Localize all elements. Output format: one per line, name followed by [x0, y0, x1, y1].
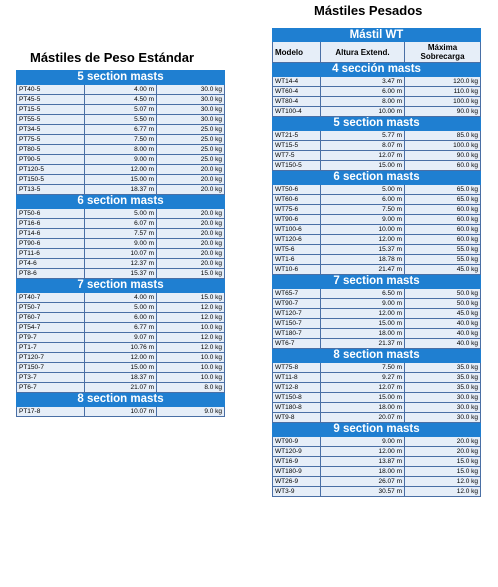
table-row — [273, 393, 481, 403]
payload-cell: 50.0 kg — [405, 289, 481, 299]
height-cell: 18.37 m — [85, 373, 157, 383]
payload-cell: 10.0 kg — [157, 363, 225, 373]
section-header: 9 section masts — [273, 423, 481, 437]
payload-cell: 20.0 kg — [157, 249, 225, 259]
table-row — [17, 125, 225, 135]
table-row — [17, 313, 225, 323]
payload-cell: 9.0 kg — [157, 407, 225, 417]
model-cell: WT50-6 — [273, 185, 321, 195]
table-row — [273, 289, 481, 299]
payload-cell: 40.0 kg — [405, 319, 481, 329]
table-row — [273, 319, 481, 329]
payload-cell: 45.0 kg — [405, 309, 481, 319]
column-header-payload: Máxima Sobrecarga — [405, 42, 481, 63]
height-cell: 10.00 m — [321, 225, 405, 235]
table-row — [17, 333, 225, 343]
height-cell: 9.00 m — [85, 155, 157, 165]
height-cell: 26.07 m — [321, 477, 405, 487]
section-header: 6 section masts — [273, 171, 481, 185]
payload-cell: 35.0 kg — [405, 363, 481, 373]
payload-cell: 100.0 kg — [405, 141, 481, 151]
column-header-model: Modelo — [273, 42, 321, 63]
table-row — [17, 95, 225, 105]
height-cell: 12.07 m — [321, 383, 405, 393]
payload-cell: 60.0 kg — [405, 235, 481, 245]
height-cell: 7.50 m — [321, 205, 405, 215]
model-cell: PT90-6 — [17, 239, 85, 249]
table-row — [273, 339, 481, 349]
model-cell: PT75-5 — [17, 135, 85, 145]
height-cell: 8.00 m — [85, 145, 157, 155]
table-row — [273, 205, 481, 215]
table-row — [273, 185, 481, 195]
table-row — [17, 269, 225, 279]
height-cell: 9.07 m — [85, 333, 157, 343]
model-cell: PT4-6 — [17, 259, 85, 269]
payload-cell: 60.0 kg — [405, 205, 481, 215]
table-row — [17, 155, 225, 165]
model-cell: PT40-7 — [17, 293, 85, 303]
column-header-height: Altura Extend. — [321, 42, 405, 63]
model-cell: PT1-7 — [17, 343, 85, 353]
section-header: 5 section masts — [17, 71, 225, 85]
model-cell: WT11-8 — [273, 373, 321, 383]
table-row — [17, 259, 225, 269]
table-row — [273, 363, 481, 373]
payload-cell: 90.0 kg — [405, 107, 481, 117]
payload-cell: 20.0 kg — [157, 259, 225, 269]
model-cell: PT14-6 — [17, 229, 85, 239]
table-row — [17, 145, 225, 155]
model-cell: PT3-7 — [17, 373, 85, 383]
height-cell: 15.37 m — [321, 245, 405, 255]
table-row — [273, 225, 481, 235]
payload-cell: 30.0 kg — [157, 85, 225, 95]
table-row — [17, 373, 225, 383]
section-header-row — [17, 393, 225, 407]
payload-cell: 12.0 kg — [405, 477, 481, 487]
height-cell: 5.50 m — [85, 115, 157, 125]
payload-cell: 12.0 kg — [157, 343, 225, 353]
model-cell: WT12-8 — [273, 383, 321, 393]
height-cell: 6.50 m — [321, 289, 405, 299]
table-row — [273, 161, 481, 171]
model-cell: WT60-4 — [273, 87, 321, 97]
section-header-row — [273, 63, 481, 77]
table-row — [17, 363, 225, 373]
payload-cell: 50.0 kg — [405, 299, 481, 309]
model-cell: PT120-5 — [17, 165, 85, 175]
table-row — [17, 353, 225, 363]
height-cell: 6.00 m — [85, 313, 157, 323]
payload-cell: 12.0 kg — [157, 333, 225, 343]
payload-cell: 25.0 kg — [157, 155, 225, 165]
payload-cell: 40.0 kg — [405, 339, 481, 349]
table-row — [17, 219, 225, 229]
height-cell: 15.00 m — [321, 393, 405, 403]
height-cell: 4.00 m — [85, 85, 157, 95]
payload-cell: 20.0 kg — [157, 185, 225, 195]
payload-cell: 20.0 kg — [157, 219, 225, 229]
height-cell: 5.00 m — [85, 303, 157, 313]
section-header: 8 section masts — [273, 349, 481, 363]
model-cell: WT150-8 — [273, 393, 321, 403]
payload-cell: 20.0 kg — [157, 175, 225, 185]
height-cell: 7.50 m — [321, 363, 405, 373]
height-cell: 12.00 m — [85, 165, 157, 175]
height-cell: 9.00 m — [321, 215, 405, 225]
section-header: 6 section masts — [17, 195, 225, 209]
payload-cell: 15.0 kg — [157, 269, 225, 279]
model-cell: WT1-6 — [273, 255, 321, 265]
height-cell: 3.47 m — [321, 77, 405, 87]
height-cell: 21.07 m — [85, 383, 157, 393]
height-cell: 20.07 m — [321, 413, 405, 423]
height-cell: 4.00 m — [85, 293, 157, 303]
table-row — [273, 413, 481, 423]
model-cell: PT8-6 — [17, 269, 85, 279]
payload-cell: 20.0 kg — [405, 437, 481, 447]
model-cell: WT80-4 — [273, 97, 321, 107]
model-cell: PT50-6 — [17, 209, 85, 219]
height-cell: 12.00 m — [321, 309, 405, 319]
payload-cell: 20.0 kg — [157, 165, 225, 175]
model-cell: WT10-6 — [273, 265, 321, 275]
model-cell: WT120-6 — [273, 235, 321, 245]
model-cell: WT75-6 — [273, 205, 321, 215]
payload-cell: 65.0 kg — [405, 185, 481, 195]
section-header-row — [17, 195, 225, 209]
table-row — [17, 85, 225, 95]
payload-cell: 110.0 kg — [405, 87, 481, 97]
table-row — [17, 303, 225, 313]
model-cell: PT9-7 — [17, 333, 85, 343]
height-cell: 10.07 m — [85, 407, 157, 417]
payload-cell: 35.0 kg — [405, 373, 481, 383]
section-header: 4 sección masts — [273, 63, 481, 77]
section-header-row — [17, 71, 225, 85]
table-row — [17, 249, 225, 259]
model-cell: WT9-8 — [273, 413, 321, 423]
model-cell: WT90-7 — [273, 299, 321, 309]
model-cell: PT60-7 — [17, 313, 85, 323]
table-row — [17, 175, 225, 185]
model-cell: PT34-5 — [17, 125, 85, 135]
model-cell: WT90-6 — [273, 215, 321, 225]
table-row — [17, 185, 225, 195]
table-row — [273, 245, 481, 255]
model-cell: PT16-6 — [17, 219, 85, 229]
payload-cell: 15.0 kg — [405, 467, 481, 477]
payload-cell: 30.0 kg — [157, 95, 225, 105]
payload-cell: 20.0 kg — [157, 239, 225, 249]
payload-cell: 10.0 kg — [157, 323, 225, 333]
height-cell: 6.00 m — [321, 87, 405, 97]
table-row — [273, 467, 481, 477]
section-header: 8 section masts — [17, 393, 225, 407]
model-cell: PT40-5 — [17, 85, 85, 95]
model-cell: WT100-4 — [273, 107, 321, 117]
model-cell: WT15-5 — [273, 141, 321, 151]
model-cell: PT6-7 — [17, 383, 85, 393]
payload-cell: 45.0 kg — [405, 265, 481, 275]
payload-cell: 55.0 kg — [405, 255, 481, 265]
payload-cell: 40.0 kg — [405, 329, 481, 339]
model-cell: PT120-7 — [17, 353, 85, 363]
table-row — [17, 115, 225, 125]
model-cell: PT54-7 — [17, 323, 85, 333]
height-cell: 9.00 m — [321, 299, 405, 309]
payload-cell: 60.0 kg — [405, 161, 481, 171]
payload-cell: 30.0 kg — [157, 105, 225, 115]
height-cell: 15.00 m — [321, 161, 405, 171]
table-row — [273, 195, 481, 205]
payload-cell: 90.0 kg — [405, 151, 481, 161]
table-title: Mástil WT — [273, 29, 481, 42]
model-cell: WT100-6 — [273, 225, 321, 235]
height-cell: 6.07 m — [85, 219, 157, 229]
model-cell: PT150-7 — [17, 363, 85, 373]
section-header-row — [273, 423, 481, 437]
payload-cell: 12.0 kg — [157, 303, 225, 313]
payload-cell: 85.0 kg — [405, 131, 481, 141]
model-cell: WT120-9 — [273, 447, 321, 457]
payload-cell: 15.0 kg — [157, 293, 225, 303]
payload-cell: 12.0 kg — [405, 487, 481, 497]
payload-cell: 60.0 kg — [405, 225, 481, 235]
payload-cell: 20.0 kg — [157, 209, 225, 219]
height-cell: 5.07 m — [85, 105, 157, 115]
table-row — [273, 107, 481, 117]
height-cell: 18.00 m — [321, 467, 405, 477]
height-cell: 9.00 m — [321, 437, 405, 447]
model-cell: WT180-7 — [273, 329, 321, 339]
payload-cell: 55.0 kg — [405, 245, 481, 255]
height-cell: 6.77 m — [85, 125, 157, 135]
section-header-row — [273, 171, 481, 185]
height-cell: 12.00 m — [85, 353, 157, 363]
model-cell: PT15-5 — [17, 105, 85, 115]
payload-cell: 15.0 kg — [405, 457, 481, 467]
model-cell: PT90-5 — [17, 155, 85, 165]
model-cell: WT14-4 — [273, 77, 321, 87]
left-title: Mástiles de Peso Estándar — [30, 50, 195, 65]
heavy-masts-table — [272, 28, 481, 497]
table-row — [17, 293, 225, 303]
payload-cell: 10.0 kg — [157, 353, 225, 363]
table-row — [273, 97, 481, 107]
table-row — [17, 105, 225, 115]
payload-cell: 100.0 kg — [405, 97, 481, 107]
height-cell: 10.00 m — [321, 107, 405, 117]
height-cell: 12.00 m — [321, 235, 405, 245]
height-cell: 6.00 m — [321, 195, 405, 205]
height-cell: 4.50 m — [85, 95, 157, 105]
model-cell: WT75-8 — [273, 363, 321, 373]
model-cell: WT7-5 — [273, 151, 321, 161]
standard-masts-table — [16, 70, 225, 417]
table-row — [273, 255, 481, 265]
table-row — [17, 323, 225, 333]
table-row — [273, 141, 481, 151]
model-cell: WT16-9 — [273, 457, 321, 467]
section-header: 7 section masts — [273, 275, 481, 289]
table-row — [273, 329, 481, 339]
height-cell: 12.37 m — [85, 259, 157, 269]
section-header: 5 section masts — [273, 117, 481, 131]
model-cell: WT150-7 — [273, 319, 321, 329]
table-row — [273, 131, 481, 141]
height-cell: 15.37 m — [85, 269, 157, 279]
model-cell: PT11-6 — [17, 249, 85, 259]
height-cell: 6.77 m — [85, 323, 157, 333]
table-row — [273, 403, 481, 413]
payload-cell: 12.0 kg — [157, 313, 225, 323]
payload-cell: 65.0 kg — [405, 195, 481, 205]
column-header-row — [273, 42, 481, 63]
height-cell: 5.00 m — [321, 185, 405, 195]
table-row — [273, 77, 481, 87]
model-cell: PT80-5 — [17, 145, 85, 155]
height-cell: 18.00 m — [321, 403, 405, 413]
payload-cell: 30.0 kg — [405, 413, 481, 423]
payload-cell: 30.0 kg — [405, 393, 481, 403]
payload-cell: 35.0 kg — [405, 383, 481, 393]
model-cell: PT17-8 — [17, 407, 85, 417]
table-row — [17, 209, 225, 219]
payload-cell: 30.0 kg — [405, 403, 481, 413]
height-cell: 18.37 m — [85, 185, 157, 195]
height-cell: 8.07 m — [321, 141, 405, 151]
table-row — [273, 487, 481, 497]
model-cell: WT6-7 — [273, 339, 321, 349]
section-header-row — [273, 117, 481, 131]
model-cell: WT90-9 — [273, 437, 321, 447]
model-cell: WT60-6 — [273, 195, 321, 205]
payload-cell: 20.0 kg — [157, 229, 225, 239]
height-cell: 5.77 m — [321, 131, 405, 141]
table-row — [273, 235, 481, 245]
height-cell: 8.00 m — [321, 97, 405, 107]
model-cell: WT180-9 — [273, 467, 321, 477]
payload-cell: 30.0 kg — [157, 115, 225, 125]
height-cell: 10.76 m — [85, 343, 157, 353]
height-cell: 15.00 m — [85, 363, 157, 373]
model-cell: WT65-7 — [273, 289, 321, 299]
model-cell: WT21-5 — [273, 131, 321, 141]
height-cell: 5.00 m — [85, 209, 157, 219]
model-cell: WT120-7 — [273, 309, 321, 319]
height-cell: 7.57 m — [85, 229, 157, 239]
model-cell: PT150-5 — [17, 175, 85, 185]
payload-cell: 20.0 kg — [405, 447, 481, 457]
table-row — [17, 407, 225, 417]
height-cell: 21.37 m — [321, 339, 405, 349]
model-cell: PT50-7 — [17, 303, 85, 313]
table-row — [17, 383, 225, 393]
height-cell: 30.57 m — [321, 487, 405, 497]
height-cell: 15.00 m — [321, 319, 405, 329]
section-header-row — [17, 279, 225, 293]
payload-cell: 60.0 kg — [405, 215, 481, 225]
model-cell: WT5-6 — [273, 245, 321, 255]
table-row — [273, 299, 481, 309]
table-row — [273, 87, 481, 97]
table-row — [273, 383, 481, 393]
payload-cell: 10.0 kg — [157, 373, 225, 383]
table-row — [17, 239, 225, 249]
model-cell: WT180-8 — [273, 403, 321, 413]
height-cell: 10.07 m — [85, 249, 157, 259]
height-cell: 18.00 m — [321, 329, 405, 339]
table-row — [17, 165, 225, 175]
payload-cell: 25.0 kg — [157, 145, 225, 155]
model-cell: WT26-9 — [273, 477, 321, 487]
table-title-row — [273, 29, 481, 42]
payload-cell: 120.0 kg — [405, 77, 481, 87]
height-cell: 9.00 m — [85, 239, 157, 249]
height-cell: 9.27 m — [321, 373, 405, 383]
table-row — [273, 309, 481, 319]
payload-cell: 25.0 kg — [157, 125, 225, 135]
height-cell: 12.07 m — [321, 151, 405, 161]
height-cell: 7.50 m — [85, 135, 157, 145]
table-row — [273, 437, 481, 447]
model-cell: PT55-5 — [17, 115, 85, 125]
table-row — [273, 265, 481, 275]
table-row — [273, 373, 481, 383]
table-row — [273, 457, 481, 467]
model-cell: WT3-9 — [273, 487, 321, 497]
model-cell: PT45-5 — [17, 95, 85, 105]
height-cell: 21.47 m — [321, 265, 405, 275]
table-row — [273, 215, 481, 225]
table-row — [17, 343, 225, 353]
model-cell: PT13-5 — [17, 185, 85, 195]
section-header: 7 section masts — [17, 279, 225, 293]
table-row — [273, 447, 481, 457]
right-title: Mástiles Pesados — [314, 3, 423, 18]
payload-cell: 8.0 kg — [157, 383, 225, 393]
height-cell: 15.00 m — [85, 175, 157, 185]
table-row — [273, 477, 481, 487]
payload-cell: 25.0 kg — [157, 135, 225, 145]
table-row — [273, 151, 481, 161]
section-header-row — [273, 275, 481, 289]
model-cell: WT150-5 — [273, 161, 321, 171]
height-cell: 18.78 m — [321, 255, 405, 265]
table-row — [17, 229, 225, 239]
table-row — [17, 135, 225, 145]
height-cell: 13.87 m — [321, 457, 405, 467]
section-header-row — [273, 349, 481, 363]
height-cell: 12.00 m — [321, 447, 405, 457]
